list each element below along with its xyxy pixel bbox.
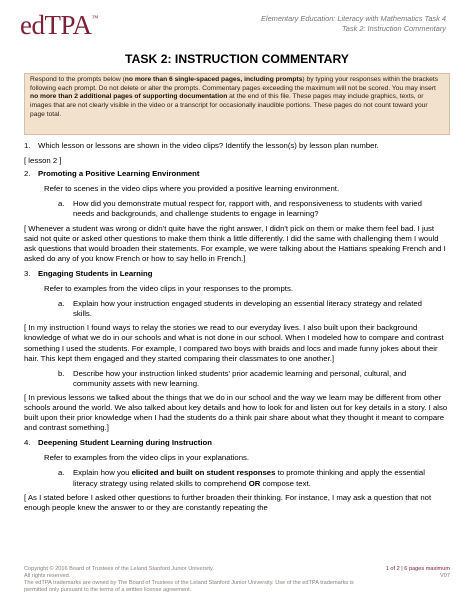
prompt-1: 1. Which lesson or lessons are shown in the video clips? Identify the lesson(s) by lesson plan number. [24, 141, 379, 150]
prompt-3-intro: Refer to examples from the video clips in your responses to the prompts. [44, 284, 293, 294]
version: V07 [440, 573, 450, 579]
footer-copyright: Copyright © 2016 Board of Trustees of the Leland Stanford Junior University. [24, 566, 214, 572]
page-title: TASK 2: INSTRUCTION COMMENTARY [125, 52, 349, 66]
header-section: Task 2: Instruction Commentary [341, 24, 446, 33]
footer-page-info [386, 566, 450, 580]
page-footer [24, 566, 450, 594]
footer-trademark: The edTPA trademarks are owned by The Board of Trustees of the Leland Stanford Junior University. Use of the edTPA trademarks is [24, 580, 354, 586]
footer-rights: All rights reserved. [24, 573, 71, 579]
prompt-4a: a. Explain how you elicited and built on student responses to promote thinking and apply the essential literacy strategy using related skills to comprehend OR compose text. [58, 468, 425, 488]
response-3a[interactable]: [ In my instruction I found ways to relay the stories we read to our everyday lives. I also built upon their background knowledge of what we do in our schools and what is not done in our school. When I modeled how to compare and contrast something I used the students. For example, I compared two boys with braids and locs and made funny jokes about their hair. This kept them engaged and they started comparing their classmates to one another.] [24, 323, 444, 363]
prompt-1-text: Which lesson or lessons are shown in the video clips? Identify the lesson(s) by lesson plan number. [38, 141, 379, 150]
response-3b[interactable]: [ In previous lessons we talked about the things that we do in our school and the way we learn may be different from other schools around the world. We also talked about key details and how to look for and listen out for key details in a story. I also built upon their prior knowledge when I had the students do a think pair share about what they thought it meant to compare and contrast something.] [24, 392, 448, 433]
running-header [261, 14, 446, 34]
prompt-2-heading: 2. Promoting a Positive Learning Environment [24, 169, 200, 179]
prompt-2-intro: Refer to scenes in the video clips where you provided a positive learning environment. [44, 184, 340, 194]
header-course: Elementary Education: Literacy with Mathematics Task 4 [261, 14, 446, 23]
page-count: 1 of 2 | 6 pages maximum [385, 566, 450, 572]
prompt-4-intro: Refer to examples from the video clips in your explanations. [44, 453, 250, 463]
response-1[interactable]: [ lesson 2 ] [24, 156, 62, 166]
commentary-body [24, 141, 452, 513]
prompt-3b: b. Describe how your instruction linked students' prior academic learning and personal, cultural, and community assets with new learning. [58, 368, 407, 388]
footer-license: permitted only pursuant to the terms of a written license agreement. [24, 587, 192, 593]
edtpa-logo: edTPA™ [20, 10, 98, 40]
response-4a[interactable]: [ As I stated before I asked other questions to further broaden their thinking. For instance, I may ask a question that not enough people knew the answer to or they are constantly repeating the [24, 492, 432, 512]
instructions-box: Respond to the prompts below (no more than 6 single-spaced pages, including prompts) by typing your responses within the brackets following each prompt. Do not delete or alter the prompts. Commentary pages exceeding the maximum will not be scored. You may insert no more than 2 additional pages of supporting documentation at the end of this file. These pages may include graphics, texts, or images that are not clearly visible in the video or a transcript for occasionally inaudible portions. These pages do not count toward your page total. [24, 73, 450, 135]
prompt-2a: a. How did you demonstrate mutual respect for, rapport with, and responsiveness to students with varied needs and backgrounds, and challenge students to engage in learning? [58, 199, 422, 219]
prompt-3-heading: 3. Engaging Students in Learning [24, 268, 153, 278]
prompt-4-heading: 4. Deepening Student Learning during Instruction [24, 438, 212, 448]
prompt-3a: a. Explain how your instruction engaged students in developing an essential literacy strategy and related skills. [58, 299, 422, 319]
response-2a[interactable]: [ Whenever a student was wrong or didn't quite have the right answer, I didn't pick on them or make them feel bad. I just said not quite or asked other questions to make them think a little differently. I did the same with challenging them I would ask questions that would broaden their statements. For example, we were talking about the Hattians speaking French and I asked do any of you know French or how to say hello in French.] [24, 223, 446, 263]
